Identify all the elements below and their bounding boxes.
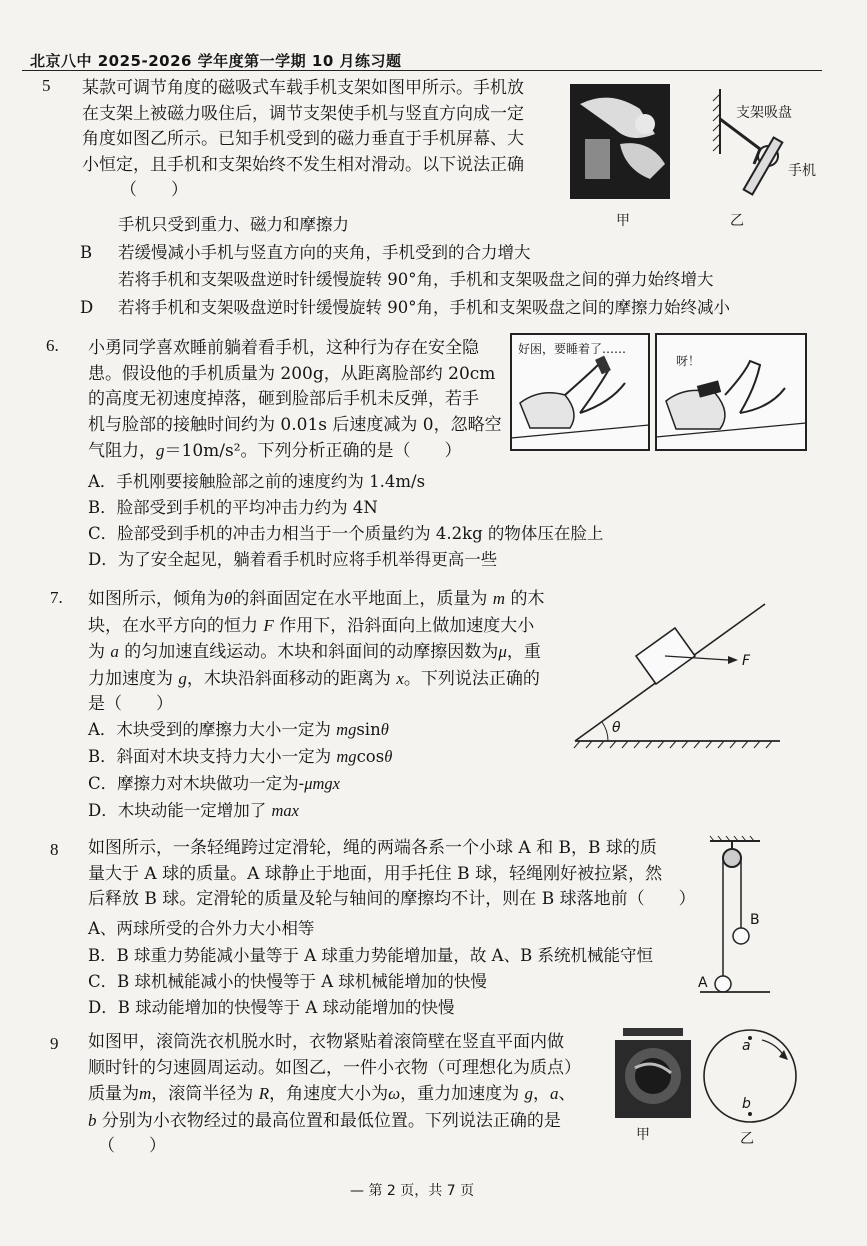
- q9-number: 9: [50, 1034, 59, 1053]
- q8-ball-a-label: A: [698, 975, 708, 991]
- q7-option-b[interactable]: B．斜面对木块支持力大小一定为 mgcosθ: [88, 747, 393, 766]
- q6-option-a[interactable]: A．手机刚要接触脸部之前的速度约为 1.4m/s: [88, 472, 426, 491]
- q8-stem: 如图所示，一条轻绳跨过定滑轮，绳的两端各系一个小球 A 和 B，B 球的质 量大于 A 球的质量。A 球静止于地面，用手托住 B 球，轻绳刚好被拉紧，然 后释放 B 球。定滑轮的质量及轮与轴间的摩擦均不计，则在 B 球落地前（ ）: [88, 838, 696, 909]
- q7-option-d[interactable]: D．木块动能一定增加了 max: [88, 801, 299, 820]
- q6-stem: 小勇同学喜欢睡前躺着看手机，这种行为存在安全隐 患。假设他的手机质量为 200g，从距离脸部约 20cm 的高度无初速度掉落，砸到脸部后手机未反弹，若手 机与脸部的接触时间约为 0.01s 后速度减为 0，忽略空 气阻力，g＝10m/s²。下列分析正确的是（ ）: [88, 338, 502, 461]
- q7-option-a[interactable]: A．木块受到的摩擦力大小一定为 mgsinθ: [88, 720, 389, 739]
- q7-incline-figure: [570, 596, 790, 756]
- q5-option-b[interactable]: B 若缓慢减小手机与竖直方向的夹角，手机受到的合力增大: [80, 243, 531, 262]
- q5-number: 5: [42, 76, 51, 95]
- q9-point-b-label: b: [742, 1096, 751, 1112]
- q7-stem: 如图所示，倾角为θ的斜面固定在水平地面上，质量为 m 的木 块，在水平方向的恒力 F 作用下，沿斜面向上做加速度大小 为 a 的匀加速直线运动。木块和斜面间的动摩擦因数为μ，重 力加速度为 g，木块沿斜面移动的距离为 x。下列说法正确的 是（ ）: [88, 589, 545, 714]
- q6-option-d[interactable]: D．为了安全起见，躺着看手机时应将手机举得更高一些: [88, 550, 498, 569]
- page-footer: — 第 2 页，共 7 页: [350, 1183, 475, 1199]
- q5-option-a[interactable]: 手机只受到重力、磁力和摩擦力: [118, 215, 349, 234]
- q8-option-b[interactable]: B．B 球重力势能减小量等于 A 球重力势能增加量，故 A、B 系统机械能守恒: [88, 946, 653, 965]
- q5-fig-yi-label: 乙: [730, 213, 744, 229]
- header-rule: [22, 70, 822, 71]
- q5-fig-jia-label: 甲: [616, 213, 630, 229]
- q6-option-c[interactable]: C．脸部受到手机的冲击力相当于一个质量约为 4.2kg 的物体压在脸上: [88, 524, 604, 543]
- q8-option-a[interactable]: A、两球所受的合外力大小相等: [88, 919, 315, 938]
- q5-photo-figure: [570, 84, 670, 199]
- page-header: 北京八中 2025-2026 学年度第一学期 10 月练习题: [30, 52, 402, 70]
- q6-comic-panel2-text: 呀！: [676, 354, 701, 368]
- q8-option-c[interactable]: C．B 球机械能减小的快慢等于 A 球机械能增加的快慢: [88, 972, 487, 991]
- q9-fig-yi-label: 乙: [740, 1131, 754, 1147]
- q7-angle-label: θ: [612, 720, 621, 736]
- q7-option-c[interactable]: C．摩擦力对木块做功一定为-μmgx: [88, 774, 340, 793]
- q9-stem: 如图甲，滚筒洗衣机脱水时，衣物紧贴着滚筒壁在竖直平面内做 顺时针的匀速圆周运动。如图乙，一件小衣物（可理想化为质点） 质量为m，滚筒半径为 R，角速度大小为ω，重力加速度为 g，a、 b 分别为小衣物经过的最高位置和最低位置。下列说法正确的是 （ ）: [88, 1032, 581, 1156]
- q6-option-b[interactable]: B．脸部受到手机的平均冲击力约为 4N: [88, 498, 378, 517]
- q5-option-c[interactable]: 若将手机和支架吸盘逆时针缓慢旋转 90°角，手机和支架吸盘之间的弹力始终增大: [118, 270, 714, 289]
- q5-option-d[interactable]: D 若将手机和支架吸盘逆时针缓慢旋转 90°角，手机和支架吸盘之间的摩擦力始终减小: [80, 298, 730, 317]
- q9-point-a-label: a: [742, 1038, 751, 1054]
- q6-number: 6.: [46, 336, 59, 355]
- q9-fig-jia-label: 甲: [636, 1127, 650, 1143]
- q8-number: 8: [50, 840, 59, 859]
- q8-option-d[interactable]: D．B 球动能增加的快慢等于 A 球动能增加的快慢: [88, 998, 455, 1017]
- q6-comic-panel1-text: 好困，要睡着了……: [518, 342, 627, 356]
- q7-force-label: F: [742, 653, 751, 669]
- q5-phone-label: 手机: [788, 163, 816, 179]
- q9-washer-photo: [615, 1028, 695, 1120]
- q5-holder-label: 支架吸盘: [736, 105, 792, 121]
- q7-number: 7.: [50, 588, 63, 607]
- q5-stem: 某款可调节角度的磁吸式车载手机支架如图甲所示。手机放 在支架上被磁力吸住后，调节支架使手机与竖直方向成一定 角度如图乙所示。已知手机受到的磁力垂直于手机屏幕、大 小恒定，且手机和支架始终不发生相对滑动。以下说法正确 （ ）: [82, 78, 524, 200]
- q8-ball-b-label: B: [750, 912, 760, 928]
